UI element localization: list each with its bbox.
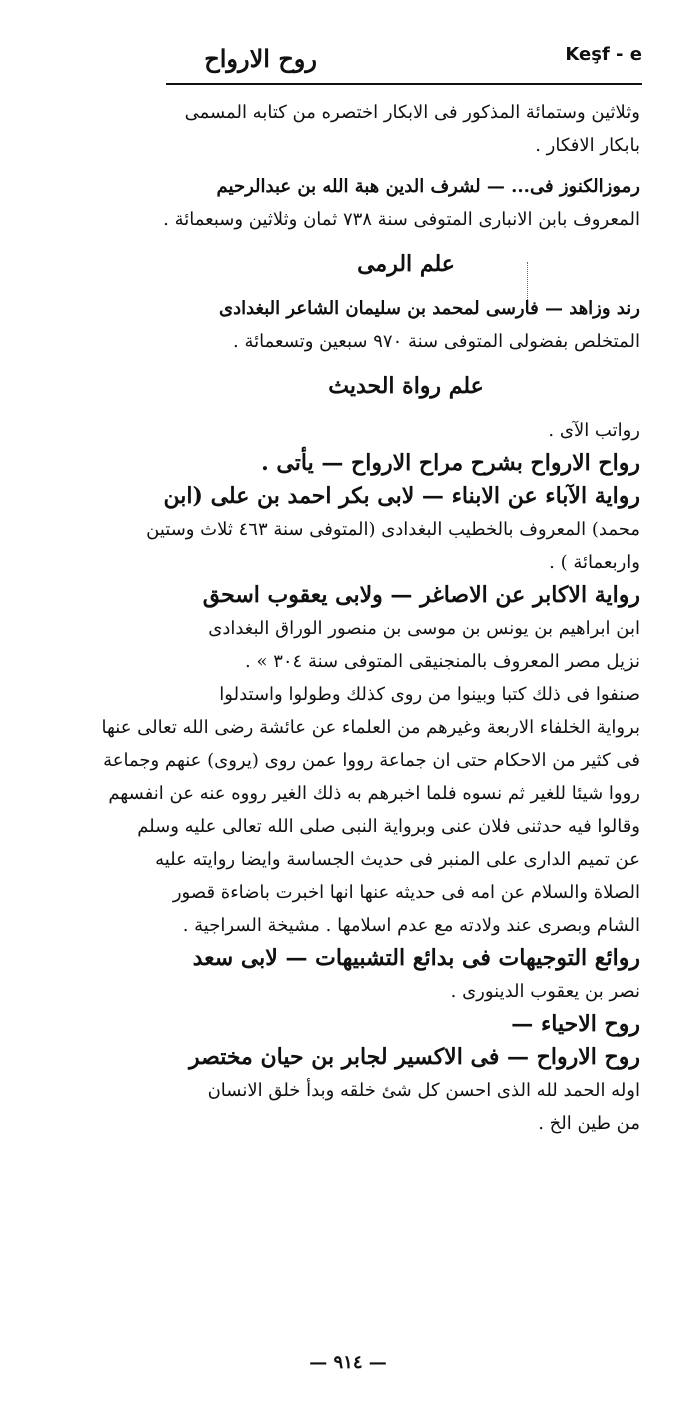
text-line: رواتب الآى . <box>548 420 640 441</box>
text-line: من طين الخ . <box>538 1113 640 1134</box>
text-line: المعروف بابن الانبارى المتوفى سنة ٧٣٨ ثمان وثلاثين وسبعمائة . <box>163 209 640 230</box>
text-line: صنفوا فى ذلك كتبا وبينوا من روى كذلك وطولوا واستدلوا <box>219 684 640 705</box>
text-line: نزيل مصر المعروف بالمنجنيقى المتوفى سنة ٣٠٤ » . <box>245 651 640 672</box>
entry-title-line: رواية الاكابر عن الاصاغر — ولابى يعقوب اسحق <box>202 582 640 608</box>
text-line: الصلاة والسلام عن امه فى حديثه عنها انها اخبرت باضاءة قصور <box>172 882 640 903</box>
entry-title-line: رموزالكنوز فى... — لشرف الدين هبة الله بن عبدالرحيم <box>216 176 640 197</box>
text-line: بابكار الافكار . <box>535 135 640 156</box>
text-line: رووا شيئا للغير ثم نسوه فلما اخبرهم به ذلك الغير رووه عنه عن انفسهم <box>108 783 640 804</box>
running-header <box>166 38 642 84</box>
text-line: وقالوا فيه حدثنى فلان عنى وبرواية النبى صلى الله تعالى عليه وسلم <box>137 816 640 837</box>
header-rule <box>166 83 642 85</box>
body-text <box>101 96 640 1140</box>
text-line: وثلاثين وستمائة المذكور فى الابكار اختصره من كتابه المسمى <box>184 102 640 123</box>
entry-title-line: روائع التوجيهات فى بدائع التشبيهات — لابى سعد <box>192 945 640 971</box>
text-line: ابن ابراهيم بن يونس بن موسى بن منصور الوراق البغدادى <box>208 618 640 639</box>
section-heading: علم رواة الحديث <box>328 373 484 399</box>
text-line: عن تميم الدارى على المنبر فى حديث الجساسة وايضا روايته عليه <box>155 849 640 870</box>
entry-title-line: روح الاحياء — <box>511 1011 640 1037</box>
text-line: المتخلص بفضولى المتوفى سنة ٩٧٠ سبعين وتسعمائة . <box>233 331 640 352</box>
text-line: الشام وبصرى عند ولادته مع عدم اسلامها . مشيخة السراجية . <box>182 915 640 936</box>
text-line: فى كثير من الاحكام حتى ان جماعة رووا عمن روى (يروى) عنهم وجماعة <box>103 750 640 771</box>
entry-title-line: رواح الارواح بشرح مراح الارواح — يأتى . <box>261 450 640 476</box>
text-line: برواية الخلفاء الاربعة وغيرهم من العلماء عن عائشة رضى الله تعالى عنها <box>101 717 640 738</box>
text-line: نصر بن يعقوب الدينورى . <box>450 981 640 1002</box>
entry-title-line: روح الارواح — فى الاكسير لجابر بن حيان مختصر <box>188 1044 640 1070</box>
page-number: — ٩١٤ — <box>309 1352 387 1373</box>
text-line: محمد) المعروف بالخطيب البغدادى (المتوفى سنة ٤٦٣ ثلاث وستين <box>146 519 640 540</box>
entry-title-line: رند وزاهد — فارسى لمحمد بن سليمان الشاعر البغدادى <box>219 298 640 319</box>
header-code: Keşf - e <box>565 44 642 65</box>
section-heading: علم الرمى <box>357 251 455 277</box>
text-line: اوله الحمد لله الذى احسن كل شئ خلقه وبدأ خلق الانسان <box>207 1080 640 1101</box>
header-title: روح الارواح <box>204 44 317 73</box>
text-line: واربعمائة ) . <box>549 552 640 573</box>
entry-title-line: رواية الآباء عن الابناء — لابى بكر احمد بن على (ابن <box>163 483 640 509</box>
